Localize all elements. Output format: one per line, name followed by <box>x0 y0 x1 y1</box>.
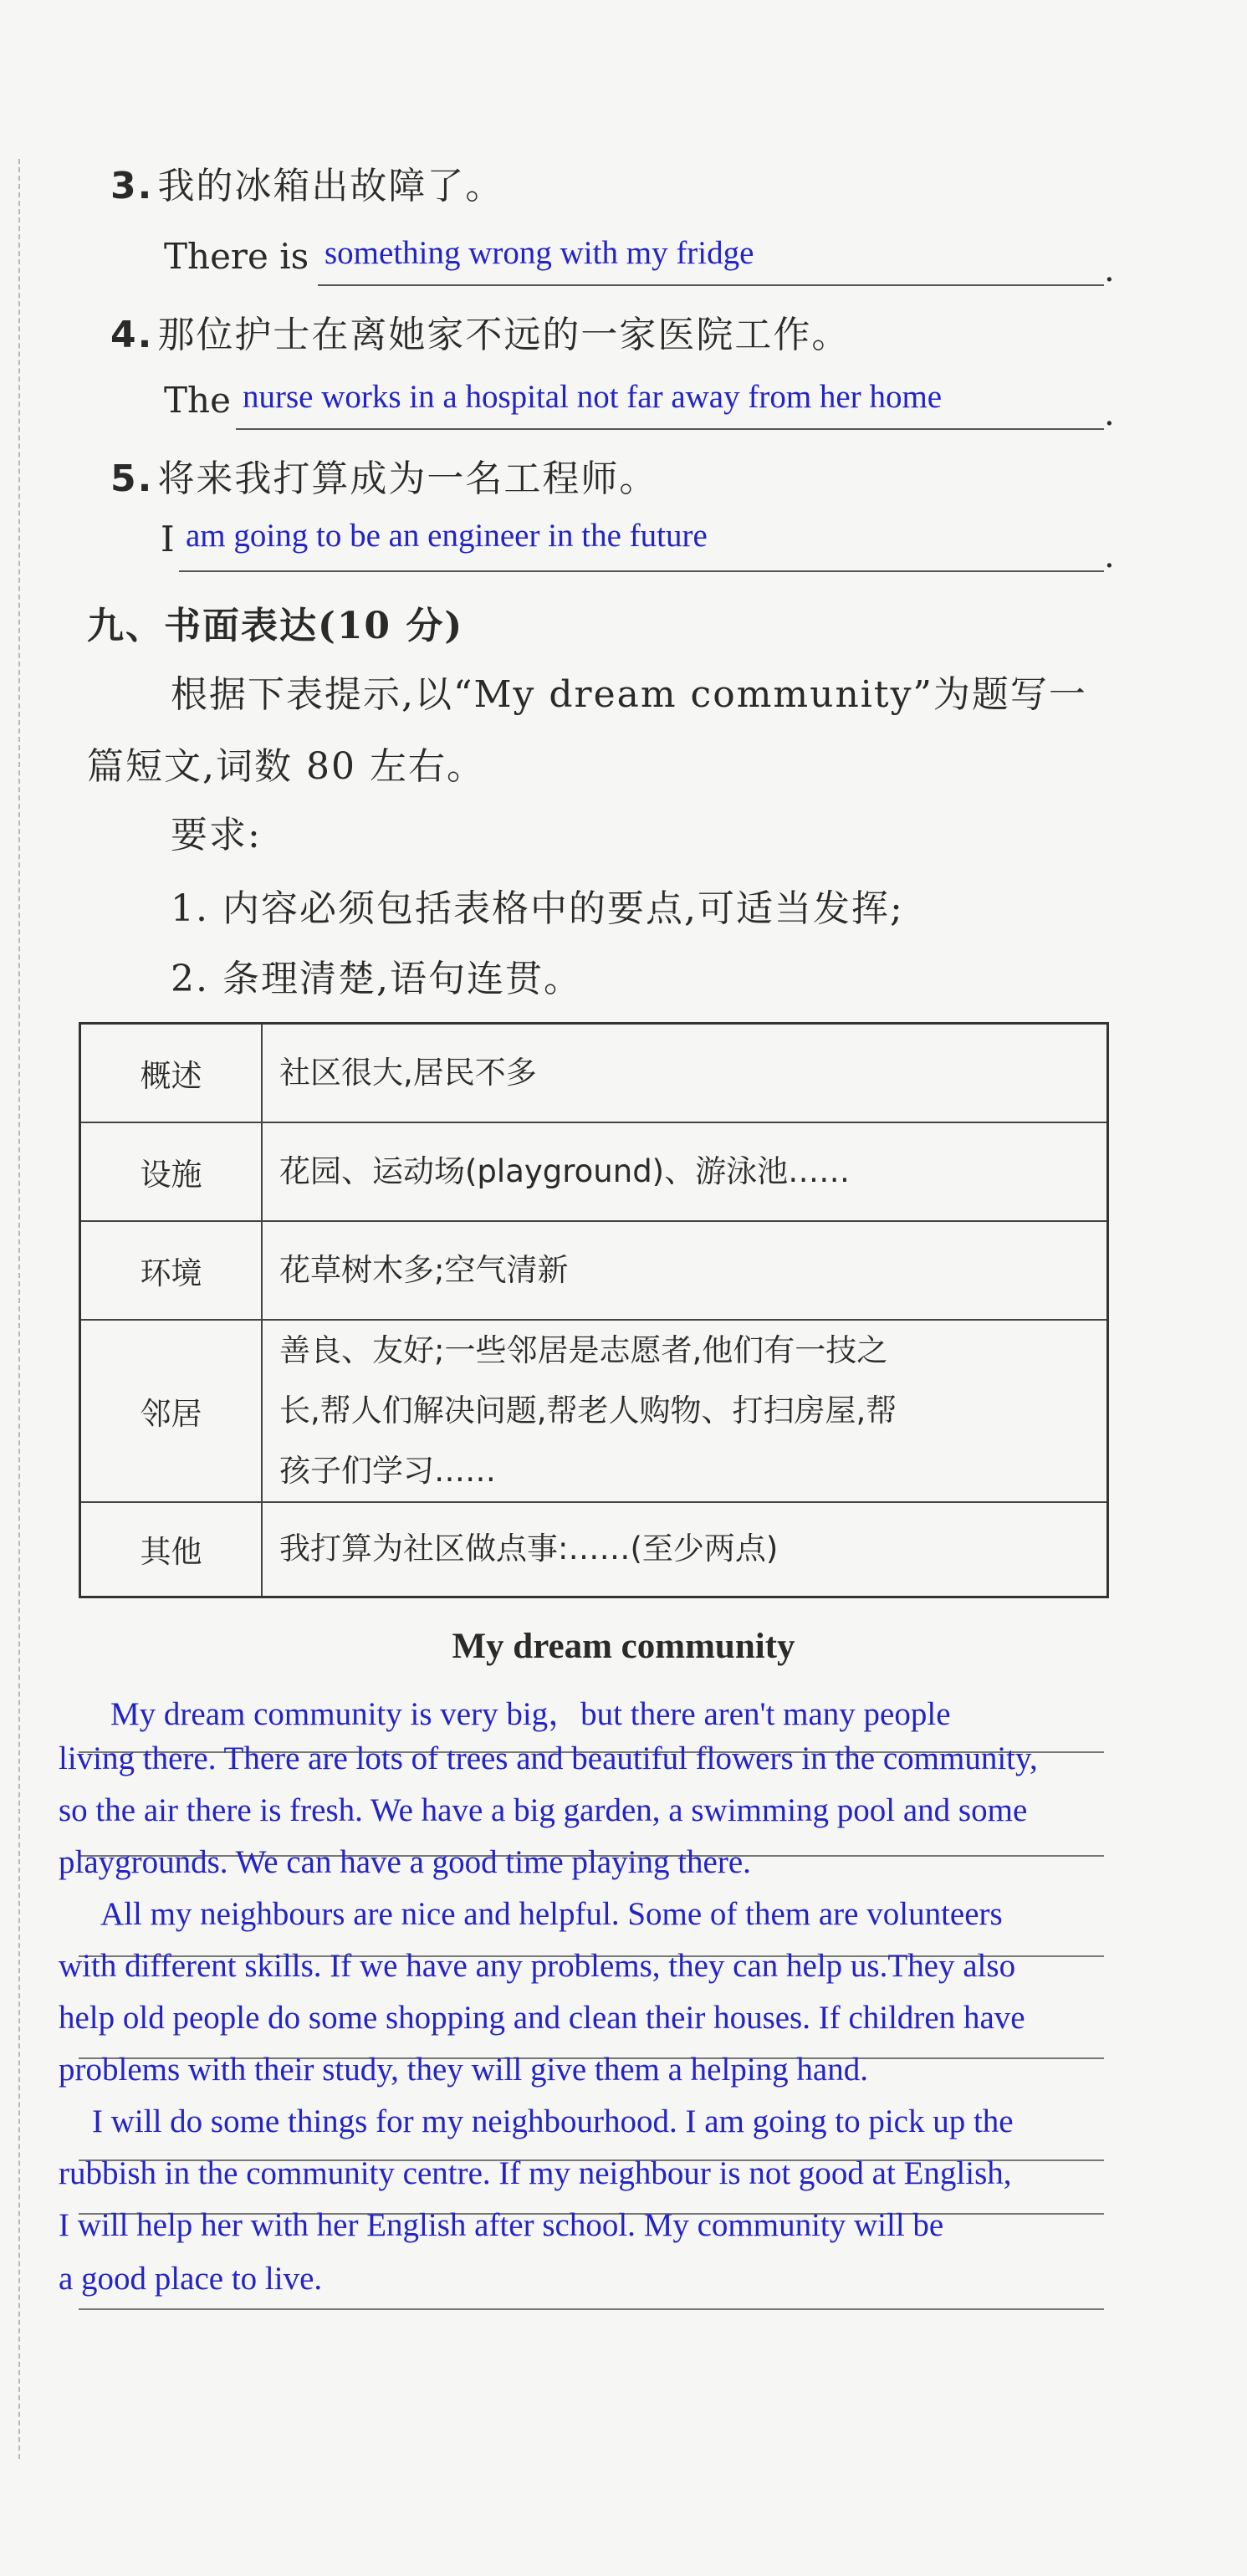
table-row <box>80 1320 1108 1502</box>
sentence-period: . <box>1104 251 1115 289</box>
row-key: 概述 <box>80 1024 263 1122</box>
row-value-line: 孩子们学习…… <box>279 1452 496 1489</box>
row-value-line: 善良、友好;一些邻居是志愿者,他们有一技之 <box>279 1331 888 1368</box>
question-prompt: 我的冰箱出故障了。 <box>157 165 504 207</box>
row-value <box>262 1320 1108 1502</box>
table-row <box>80 1502 1108 1597</box>
row-key: 邻居 <box>80 1320 263 1502</box>
row-key: 环境 <box>80 1221 263 1320</box>
essay-line: problems with their study, they will give them a helping hand. <box>59 2052 868 2088</box>
handwritten-answer: nurse works in a hospital not far away from her home <box>243 379 943 415</box>
essay-line: with different skills. If we have any problems, they can help us.They also <box>59 1948 1016 1984</box>
table-row <box>80 1122 1108 1221</box>
requirements-label: 要求: <box>171 814 262 856</box>
essay-line: I will help her with her English after school. My community will be <box>59 2207 944 2243</box>
essay-line: My dream community is very big，but there aren't many people <box>110 1696 951 1732</box>
writing-line <box>79 2308 1104 2310</box>
question-3 <box>110 156 503 209</box>
row-value-line: 长,帮人们解决问题,帮老人购物、打扫房屋,帮 <box>279 1392 897 1429</box>
essay-line: so the air there is fresh. We have a big garden, a swimming pool and some <box>59 1792 1028 1828</box>
answer-underline <box>236 428 1104 430</box>
question-number: 5. <box>110 457 154 500</box>
row-value: 我打算为社区做点事:……(至少两点) <box>262 1502 1108 1597</box>
essay-line: I will do some things for my neighbourhood. I am going to pick up the <box>92 2103 1014 2139</box>
sentence-period: . <box>1104 537 1115 575</box>
answer-underline <box>318 284 1104 286</box>
requirement-2: 2. 条理清楚,语句连贯。 <box>171 958 582 1000</box>
sentence-period: . <box>1104 395 1115 433</box>
instruction-line-2: 篇短文,词数 80 左右。 <box>87 745 485 788</box>
answer-underline <box>179 570 1104 572</box>
answer-prefix: The <box>164 380 231 421</box>
row-value: 花园、运动场(playground)、游泳池…… <box>262 1122 1108 1221</box>
binding-margin-line <box>18 159 20 2459</box>
question-5 <box>110 448 657 502</box>
requirement-1: 1. 内容必须包括表格中的要点,可适当发挥; <box>171 887 904 930</box>
essay-line: living there. There are lots of trees and beautiful flowers in the community, <box>59 1740 1038 1776</box>
outline-table <box>79 1022 1109 1598</box>
handwritten-answer: am going to be an engineer in the future <box>186 518 708 554</box>
table-row <box>80 1024 1108 1122</box>
question-number: 4. <box>110 314 154 356</box>
essay-line: rubbish in the community centre. If my neighbour is not good at English, <box>59 2155 1012 2191</box>
instruction-line-1: 根据下表提示,以“My dream community”为题写一 <box>171 673 1087 716</box>
row-key: 其他 <box>80 1502 263 1597</box>
essay-line: a good place to live. <box>59 2261 323 2297</box>
section-heading: 九、书面表达(10 分) <box>87 605 464 647</box>
row-key: 设施 <box>80 1122 263 1221</box>
row-value: 社区很大,居民不多 <box>262 1024 1108 1122</box>
essay-line: help old people do some shopping and clean their houses. If children have <box>59 2000 1025 2036</box>
question-4 <box>110 304 850 358</box>
handwritten-answer: something wrong with my fridge <box>325 235 754 271</box>
row-value: 花草树木多;空气清新 <box>262 1221 1108 1320</box>
essay-line: playgrounds. We can have a good time playing there. <box>59 1844 751 1880</box>
answer-prefix: I <box>161 519 175 560</box>
question-number: 3. <box>110 165 154 207</box>
question-prompt: 将来我打算成为一名工程师。 <box>157 457 658 500</box>
essay-line: All my neighbours are nice and helpful. Some of them are volunteers <box>100 1896 1003 1932</box>
essay-title: My dream community <box>452 1627 795 1666</box>
answer-prefix: There is <box>164 236 309 277</box>
table-row <box>80 1221 1108 1320</box>
question-prompt: 那位护士在离她家不远的一家医院工作。 <box>157 314 851 356</box>
